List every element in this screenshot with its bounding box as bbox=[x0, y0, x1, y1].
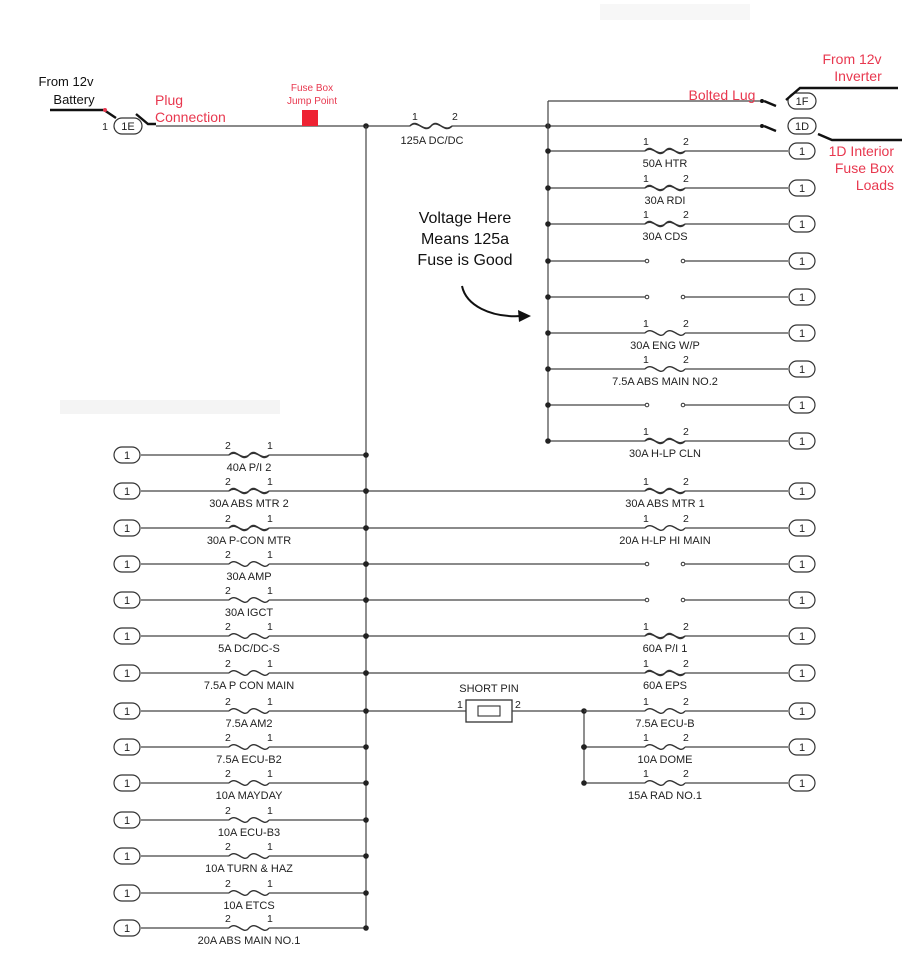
right-row-8-open-open-contact-a bbox=[645, 403, 649, 407]
left-row-12-10a-turn-haz-symbol bbox=[229, 854, 269, 859]
terminal-1f-label: 1F bbox=[795, 96, 809, 108]
right-row-8-open-junction bbox=[545, 402, 551, 408]
right-row-6-30a-eng-w-p-pin-a: 1 bbox=[643, 318, 649, 330]
left-row-9-7-5a-ecu-b2-label: 7.5A ECU-B2 bbox=[216, 754, 282, 766]
right-row-3-30a-cds-symbol-inner bbox=[645, 222, 685, 225]
left-row-8-7-5a-am2-junction bbox=[363, 708, 369, 714]
main-fuse-pin-1: 1 bbox=[412, 111, 418, 123]
annotation-interior-line-3: Loads bbox=[855, 177, 894, 193]
right-row-2-30a-rdi-label: 30A RDI bbox=[644, 195, 686, 207]
right-row-16-7-5a-ecu-b-terminal-pin: 1 bbox=[798, 706, 806, 718]
terminal-1d-label: 1D bbox=[794, 121, 810, 133]
left-row-14-20a-abs-main-no-1-terminal-pin: 1 bbox=[123, 923, 131, 935]
left-row-10-10a-mayday-pin-a: 2 bbox=[225, 768, 231, 780]
left-row-4-30a-amp-terminal-pin: 1 bbox=[123, 559, 131, 571]
left-row-1-40a-p-i-2-symbol-inner bbox=[229, 453, 269, 456]
right-row-15-60a-eps-pin-b: 2 bbox=[683, 658, 689, 670]
left-row-5-30a-igct-symbol bbox=[229, 598, 269, 603]
left-row-3-30a-p-con-mtr-label: 30A P-CON MTR bbox=[206, 535, 292, 547]
right-row-5-open-open-contact-b bbox=[681, 295, 685, 299]
left-row-1-40a-p-i-2-pin-b: 1 bbox=[267, 440, 273, 452]
right-row-16-7-5a-ecu-b-label: 7.5A ECU-B bbox=[635, 718, 695, 730]
right-row-4-open-open-contact-b bbox=[681, 259, 685, 263]
right-row-9-30a-h-lp-cln-terminal-pin: 1 bbox=[798, 436, 806, 448]
left-row-6-5a-dc-dc-s-pin-a: 2 bbox=[225, 621, 231, 633]
right-row-14-60a-p-i-1-pin-b: 2 bbox=[683, 621, 689, 633]
left-row-8-7-5a-am2-pin-b: 1 bbox=[267, 696, 273, 708]
left-row-9-7-5a-ecu-b2-junction bbox=[363, 744, 369, 750]
left-row-11-10a-ecu-b3-symbol bbox=[229, 818, 269, 823]
left-row-14-20a-abs-main-no-1-label: 20A ABS MAIN NO.1 bbox=[197, 935, 301, 947]
right-row-3-30a-cds-junction bbox=[545, 221, 551, 227]
right-row-12-open-terminal-pin: 1 bbox=[798, 559, 806, 571]
left-row-8-7-5a-am2-terminal-pin: 1 bbox=[123, 706, 131, 718]
left-row-11-10a-ecu-b3-label: 10A ECU-B3 bbox=[217, 827, 281, 839]
right-row-10-30a-abs-mtr-1-pin-b: 2 bbox=[683, 476, 689, 488]
annotation-jump-line-2: Jump Point bbox=[286, 96, 338, 107]
lug-dot-1f bbox=[760, 99, 764, 103]
annotation-voltage-line-3: Fuse is Good bbox=[417, 252, 513, 269]
left-row-11-10a-ecu-b3-pin-a: 2 bbox=[225, 805, 231, 817]
left-row-12-10a-turn-haz-label: 10A TURN & HAZ bbox=[205, 863, 293, 875]
right-row-6-30a-eng-w-p-terminal-pin: 1 bbox=[798, 328, 806, 340]
lug-dot-1d bbox=[760, 124, 764, 128]
left-row-4-30a-amp-junction bbox=[363, 561, 369, 567]
right-row-10-30a-abs-mtr-1-symbol-inner bbox=[645, 489, 685, 492]
left-row-9-7-5a-ecu-b2-terminal-pin: 1 bbox=[123, 742, 131, 754]
left-row-12-10a-turn-haz-pin-a: 2 bbox=[225, 841, 231, 853]
right-row-3-30a-cds-pin-b: 2 bbox=[683, 209, 689, 221]
right-row-9-30a-h-lp-cln-label: 30A H-LP CLN bbox=[629, 448, 701, 460]
right-row-18-15a-rad-no-1-terminal-pin: 1 bbox=[798, 778, 806, 790]
left-row-7-7-5a-p-con-main-symbol bbox=[229, 671, 269, 676]
left-row-13-10a-etcs-label: 10A ETCS bbox=[223, 900, 275, 912]
left-row-12-10a-turn-haz-pin-b: 1 bbox=[267, 841, 273, 853]
left-row-10-10a-mayday-pin-b: 1 bbox=[267, 768, 273, 780]
right-row-16-7-5a-ecu-b-pin-a: 1 bbox=[643, 696, 649, 708]
short-pin-pin-1: 1 bbox=[457, 699, 463, 711]
right-row-8-open-open-contact-b bbox=[681, 403, 685, 407]
right-row-16-7-5a-ecu-b-pin-b: 2 bbox=[683, 696, 689, 708]
right-row-17-10a-dome-junction bbox=[581, 744, 587, 750]
left-row-1-40a-p-i-2-pin-a: 2 bbox=[225, 440, 231, 452]
right-row-15-60a-eps-label: 60A EPS bbox=[642, 680, 688, 692]
right-row-17-10a-dome-terminal-pin: 1 bbox=[798, 742, 806, 754]
main-125a-fuse-symbol-inner bbox=[410, 124, 452, 128]
right-row-6-30a-eng-w-p-label: 30A ENG W/P bbox=[630, 340, 700, 352]
annotation-inverter-line-1: From 12v bbox=[822, 51, 882, 67]
voltage-arrow-head bbox=[518, 310, 531, 322]
annotation-voltage-line-1: Voltage Here bbox=[418, 210, 512, 227]
left-row-10-10a-mayday-terminal-pin: 1 bbox=[123, 778, 131, 790]
annotation-inverter-line-2: Inverter bbox=[834, 68, 882, 84]
left-row-5-30a-igct-pin-a: 2 bbox=[225, 585, 231, 597]
right-row-18-15a-rad-no-1-pin-a: 1 bbox=[643, 768, 649, 780]
left-row-1-40a-p-i-2-terminal-pin: 1 bbox=[123, 450, 131, 462]
scan-smudge-top bbox=[600, 4, 750, 20]
left-row-6-5a-dc-dc-s-terminal-pin: 1 bbox=[123, 631, 131, 643]
right-row-12-open-open-contact-b bbox=[681, 562, 685, 566]
right-row-7-7-5a-abs-main-no-2-symbol bbox=[645, 367, 685, 372]
right-row-13-open-open-contact-a bbox=[645, 598, 649, 602]
left-row-11-10a-ecu-b3-terminal-pin: 1 bbox=[123, 815, 131, 827]
left-row-6-5a-dc-dc-s-symbol bbox=[229, 634, 269, 639]
left-row-7-7-5a-p-con-main-pin-b: 1 bbox=[267, 658, 273, 670]
lug-lead-1d bbox=[764, 126, 776, 131]
left-row-14-20a-abs-main-no-1-pin-b: 1 bbox=[267, 913, 273, 925]
right-row-17-10a-dome-symbol bbox=[645, 745, 685, 750]
annotation-plug-line-2: Connection bbox=[155, 109, 226, 125]
left-row-5-30a-igct-junction bbox=[363, 597, 369, 603]
right-row-6-30a-eng-w-p-symbol bbox=[645, 331, 685, 336]
right-row-18-15a-rad-no-1-junction bbox=[581, 780, 587, 786]
right-row-17-10a-dome-label: 10A DOME bbox=[637, 754, 693, 766]
right-row-12-open-open-contact-a bbox=[645, 562, 649, 566]
right-row-5-open-terminal-pin: 1 bbox=[798, 292, 806, 304]
lug-lead-1f bbox=[764, 101, 776, 106]
left-row-9-7-5a-ecu-b2-pin-b: 1 bbox=[267, 732, 273, 744]
left-row-7-7-5a-p-con-main-pin-a: 2 bbox=[225, 658, 231, 670]
left-row-1-40a-p-i-2-label: 40A P/I 2 bbox=[226, 462, 272, 474]
annotation-plug-line-1: Plug bbox=[155, 92, 184, 108]
left-row-10-10a-mayday-junction bbox=[363, 780, 369, 786]
left-row-14-20a-abs-main-no-1-symbol bbox=[229, 926, 269, 931]
left-row-3-30a-p-con-mtr-junction bbox=[363, 525, 369, 531]
right-row-14-60a-p-i-1-terminal-pin: 1 bbox=[798, 631, 806, 643]
left-row-10-10a-mayday-symbol bbox=[229, 781, 269, 786]
left-row-13-10a-etcs-junction bbox=[363, 890, 369, 896]
right-row-11-20a-h-lp-hi-main-label: 20A H-LP HI MAIN bbox=[619, 535, 711, 547]
right-row-10-30a-abs-mtr-1-terminal-pin: 1 bbox=[798, 486, 806, 498]
left-row-13-10a-etcs-pin-b: 1 bbox=[267, 878, 273, 890]
right-row-2-30a-rdi-pin-a: 1 bbox=[643, 173, 649, 185]
annotation-interior-line-1: 1D Interior bbox=[828, 143, 894, 159]
fuse-box-jump-point-marker bbox=[302, 110, 318, 126]
left-row-5-30a-igct-pin-b: 1 bbox=[267, 585, 273, 597]
right-row-1-50a-htr-terminal-pin: 1 bbox=[798, 146, 806, 158]
left-row-10-10a-mayday-label: 10A MAYDAY bbox=[215, 790, 283, 802]
annotation-battery-line-1: From 12v bbox=[38, 74, 94, 89]
left-row-13-10a-etcs-pin-a: 2 bbox=[225, 878, 231, 890]
right-row-17-10a-dome-pin-b: 2 bbox=[683, 732, 689, 744]
voltage-arrow-curve bbox=[462, 286, 522, 316]
left-row-13-10a-etcs-terminal-pin: 1 bbox=[123, 888, 131, 900]
left-row-1-40a-p-i-2-junction bbox=[363, 452, 369, 458]
right-row-13-open-open-contact-b bbox=[681, 598, 685, 602]
left-row-12-10a-turn-haz-terminal-pin: 1 bbox=[123, 851, 131, 863]
left-row-8-7-5a-am2-label: 7.5A AM2 bbox=[225, 718, 273, 730]
left-row-4-30a-amp-pin-a: 2 bbox=[225, 549, 231, 561]
interior-loads-lead bbox=[818, 134, 902, 140]
right-row-9-30a-h-lp-cln-symbol-inner bbox=[645, 439, 685, 442]
terminal-1e-pin: 1 bbox=[102, 121, 108, 133]
left-row-5-30a-igct-label: 30A IGCT bbox=[224, 607, 274, 619]
right-row-7-7-5a-abs-main-no-2-pin-a: 1 bbox=[643, 354, 649, 366]
right-row-3-30a-cds-label: 30A CDS bbox=[642, 231, 688, 243]
right-row-9-30a-h-lp-cln-pin-b: 2 bbox=[683, 426, 689, 438]
right-row-11-20a-h-lp-hi-main-pin-b: 2 bbox=[683, 513, 689, 525]
right-row-18-15a-rad-no-1-pin-b: 2 bbox=[683, 768, 689, 780]
right-row-17-10a-dome-pin-a: 1 bbox=[643, 732, 649, 744]
right-row-18-15a-rad-no-1-label: 15A RAD NO.1 bbox=[628, 790, 702, 802]
right-row-10-30a-abs-mtr-1-pin-a: 1 bbox=[643, 476, 649, 488]
left-row-5-30a-igct-terminal-pin: 1 bbox=[123, 595, 131, 607]
right-row-10-30a-abs-mtr-1-label: 30A ABS MTR 1 bbox=[625, 498, 705, 510]
right-row-1-50a-htr-junction bbox=[545, 148, 551, 154]
left-row-13-10a-etcs-symbol bbox=[229, 891, 269, 896]
right-row-3-30a-cds-pin-a: 1 bbox=[643, 209, 649, 221]
right-row-2-30a-rdi-pin-b: 2 bbox=[683, 173, 689, 185]
main-fuse-pin-2: 2 bbox=[452, 111, 458, 123]
short-pin-label: SHORT PIN bbox=[459, 683, 519, 695]
scan-smudge bbox=[60, 400, 280, 414]
main-fuse-label: 125A DC/DC bbox=[400, 135, 464, 147]
left-row-4-30a-amp-symbol bbox=[229, 562, 269, 567]
right-row-6-30a-eng-w-p-junction bbox=[545, 330, 551, 336]
left-row-2-30a-abs-mtr-2-junction bbox=[363, 488, 369, 494]
right-row-14-60a-p-i-1-symbol-inner bbox=[645, 634, 685, 637]
left-row-6-5a-dc-dc-s-label: 5A DC/DC-S bbox=[218, 643, 280, 655]
left-row-4-30a-amp-pin-b: 1 bbox=[267, 549, 273, 561]
right-row-2-30a-rdi-junction bbox=[545, 185, 551, 191]
right-row-18-15a-rad-no-1-symbol bbox=[645, 781, 685, 786]
left-row-12-10a-turn-haz-junction bbox=[363, 853, 369, 859]
right-row-14-60a-p-i-1-pin-a: 1 bbox=[643, 621, 649, 633]
annotation-jump-line-1: Fuse Box bbox=[290, 83, 334, 94]
right-row-4-open-terminal-pin: 1 bbox=[798, 256, 806, 268]
right-row-15-60a-eps-symbol-inner bbox=[645, 671, 685, 674]
left-row-2-30a-abs-mtr-2-pin-a: 2 bbox=[225, 476, 231, 488]
left-row-7-7-5a-p-con-main-junction bbox=[363, 670, 369, 676]
left-row-2-30a-abs-mtr-2-label: 30A ABS MTR 2 bbox=[209, 498, 289, 510]
annotation-voltage-line-2: Means 125a bbox=[420, 231, 510, 248]
right-row-5-open-open-contact-a bbox=[645, 295, 649, 299]
right-row-4-open-junction bbox=[545, 258, 551, 264]
right-row-13-open-terminal-pin: 1 bbox=[798, 595, 806, 607]
right-row-2-30a-rdi-terminal-pin: 1 bbox=[798, 183, 806, 195]
left-row-2-30a-abs-mtr-2-pin-b: 1 bbox=[267, 476, 273, 488]
right-row-3-30a-cds-terminal-pin: 1 bbox=[798, 219, 806, 231]
right-row-15-60a-eps-pin-a: 1 bbox=[643, 658, 649, 670]
short-pin-pin-2: 2 bbox=[515, 699, 521, 711]
right-row-14-60a-p-i-1-label: 60A P/I 1 bbox=[642, 643, 688, 655]
right-row-7-7-5a-abs-main-no-2-pin-b: 2 bbox=[683, 354, 689, 366]
right-row-4-open-open-contact-a bbox=[645, 259, 649, 263]
left-row-9-7-5a-ecu-b2-symbol bbox=[229, 745, 269, 750]
battery-junction bbox=[103, 108, 107, 112]
annotation-bolted-lug: Bolted Lug bbox=[688, 87, 756, 103]
left-row-8-7-5a-am2-pin-a: 2 bbox=[225, 696, 231, 708]
right-row-15-60a-eps-terminal-pin: 1 bbox=[798, 668, 806, 680]
left-row-3-30a-p-con-mtr-pin-a: 2 bbox=[225, 513, 231, 525]
short-pin-element bbox=[478, 706, 500, 716]
left-row-7-7-5a-p-con-main-terminal-pin: 1 bbox=[123, 668, 131, 680]
right-row-1-50a-htr-label: 50A HTR bbox=[642, 158, 688, 170]
right-row-1-50a-htr-pin-a: 1 bbox=[643, 136, 649, 148]
right-row-7-7-5a-abs-main-no-2-terminal-pin: 1 bbox=[798, 364, 806, 376]
left-row-3-30a-p-con-mtr-symbol-inner bbox=[229, 526, 269, 529]
left-row-2-30a-abs-mtr-2-symbol-inner bbox=[229, 489, 269, 492]
right-row-1-50a-htr-symbol-inner bbox=[645, 149, 685, 152]
left-row-11-10a-ecu-b3-pin-b: 1 bbox=[267, 805, 273, 817]
right-row-11-20a-h-lp-hi-main-terminal-pin: 1 bbox=[798, 523, 806, 535]
right-row-5-open-junction bbox=[545, 294, 551, 300]
right-row-8-open-terminal-pin: 1 bbox=[798, 400, 806, 412]
left-row-8-7-5a-am2-symbol bbox=[229, 709, 269, 714]
right-row-2-30a-rdi-symbol-inner bbox=[645, 186, 685, 189]
left-row-6-5a-dc-dc-s-pin-b: 1 bbox=[267, 621, 273, 633]
left-row-2-30a-abs-mtr-2-terminal-pin: 1 bbox=[123, 486, 131, 498]
right-row-1-50a-htr-pin-b: 2 bbox=[683, 136, 689, 148]
right-row-11-20a-h-lp-hi-main-pin-a: 1 bbox=[643, 513, 649, 525]
terminal-1e-label: 1E bbox=[121, 121, 135, 133]
right-row-11-20a-h-lp-hi-main-symbol bbox=[645, 526, 685, 531]
right-row-7-7-5a-abs-main-no-2-junction bbox=[545, 366, 551, 372]
left-row-9-7-5a-ecu-b2-pin-a: 2 bbox=[225, 732, 231, 744]
left-row-7-7-5a-p-con-main-label: 7.5A P CON MAIN bbox=[203, 680, 295, 692]
left-row-11-10a-ecu-b3-junction bbox=[363, 817, 369, 823]
right-row-7-7-5a-abs-main-no-2-label: 7.5A ABS MAIN NO.2 bbox=[612, 376, 718, 388]
right-row-16-7-5a-ecu-b-symbol bbox=[645, 709, 685, 714]
left-row-6-5a-dc-dc-s-junction bbox=[363, 633, 369, 639]
left-row-14-20a-abs-main-no-1-junction bbox=[363, 925, 369, 931]
left-row-4-30a-amp-label: 30A AMP bbox=[226, 571, 272, 583]
right-row-6-30a-eng-w-p-pin-b: 2 bbox=[683, 318, 689, 330]
right-row-9-30a-h-lp-cln-pin-a: 1 bbox=[643, 426, 649, 438]
left-row-14-20a-abs-main-no-1-pin-a: 2 bbox=[225, 913, 231, 925]
right-row-9-30a-h-lp-cln-junction bbox=[545, 438, 551, 444]
left-row-3-30a-p-con-mtr-terminal-pin: 1 bbox=[123, 523, 131, 535]
left-row-3-30a-p-con-mtr-pin-b: 1 bbox=[267, 513, 273, 525]
annotation-interior-line-2: Fuse Box bbox=[834, 160, 894, 176]
annotation-battery-line-2: Battery bbox=[53, 92, 95, 107]
